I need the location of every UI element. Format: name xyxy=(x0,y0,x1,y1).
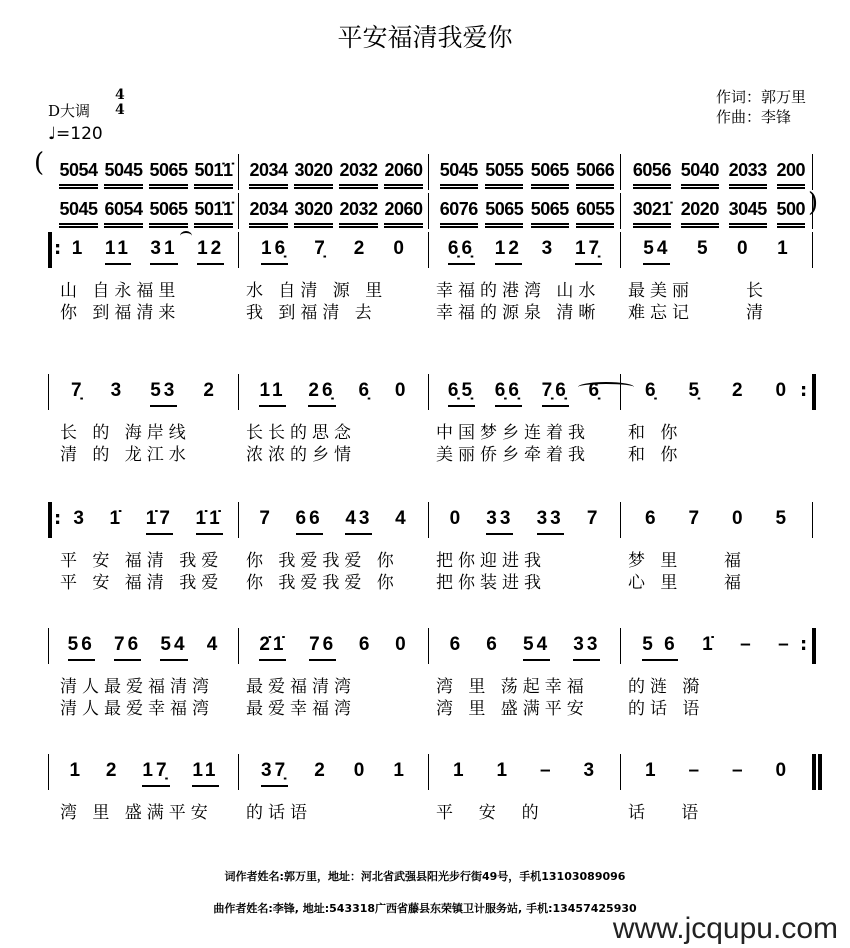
measure xyxy=(58,380,230,408)
note-group: 2 xyxy=(105,760,120,781)
tempo-marking: ♩=120 xyxy=(48,124,103,144)
note-group: 3045 xyxy=(729,199,767,228)
lyric-verse-2: 我 到福清 去 xyxy=(246,303,377,323)
lyric-verse-2: 最爱幸福湾 xyxy=(246,699,356,719)
note-group: 26̣ xyxy=(308,380,335,407)
note-group: 11 xyxy=(259,380,285,407)
measure xyxy=(248,508,420,536)
note-group: – xyxy=(539,760,554,781)
measure xyxy=(436,199,618,227)
note-group: 7̣6̣ xyxy=(542,380,569,407)
song-title: 平安福清我爱你 xyxy=(337,23,513,52)
lyric-verse-1: 中国梦乡连着我 xyxy=(436,423,590,443)
lyric-verse-1: 你 我爱我爱 你 xyxy=(246,551,399,571)
note-group: 31 xyxy=(150,238,177,265)
note-group: 5 xyxy=(775,508,790,529)
repeat-end-sign: : xyxy=(800,634,808,655)
barline xyxy=(48,754,49,790)
lyric-verse-1: 山 自永福里 xyxy=(60,281,181,301)
barline xyxy=(238,374,239,410)
barline xyxy=(238,193,239,229)
barline xyxy=(238,232,239,268)
note-group: 5065 xyxy=(531,160,569,189)
note-group: 54 xyxy=(523,634,550,661)
measure xyxy=(436,160,618,188)
barline xyxy=(428,502,429,538)
note-group: 6̣ xyxy=(588,380,603,401)
note-group: 5066 xyxy=(576,160,614,189)
barline xyxy=(620,502,621,538)
measure xyxy=(246,199,426,227)
measure xyxy=(248,238,420,266)
note-group: 0 xyxy=(394,380,409,401)
measure xyxy=(62,238,234,266)
note-group: 6̣6̣ xyxy=(448,238,475,265)
note-group: 3021̇ xyxy=(633,199,671,228)
measure xyxy=(630,508,804,536)
note-group: 5065 xyxy=(485,199,523,228)
note-group: 0 xyxy=(353,760,368,781)
measure xyxy=(62,508,234,536)
lyric-verse-1: 的话语 xyxy=(246,803,312,823)
note-group: 500 xyxy=(777,199,806,228)
lyric-verse-2: 把你装进我 xyxy=(436,573,546,593)
lyric-verse-1: 长长的思念 xyxy=(246,423,356,443)
barline xyxy=(620,374,621,410)
note-group: 2032 xyxy=(339,160,377,189)
lyric-verse-2: 难忘记 清 xyxy=(628,303,769,323)
note-group: 4 xyxy=(395,508,409,529)
time-signature xyxy=(115,88,125,118)
note-group: 6 xyxy=(358,634,373,655)
notes-row xyxy=(0,160,850,188)
note-group: 1 xyxy=(452,760,467,781)
note-group: 5045 xyxy=(104,160,142,189)
note-group: 6055 xyxy=(576,199,614,228)
note-group: 3 xyxy=(583,760,598,781)
note-group: 1 xyxy=(644,760,659,781)
note-group: 33 xyxy=(486,508,513,535)
barline xyxy=(812,628,816,664)
lyric-verse-2: 幸福的源泉 清晰 xyxy=(436,303,601,323)
lyric-verse-1: 的涟 漪 xyxy=(628,677,705,697)
lyric-verse-1: 话 语 xyxy=(628,803,704,823)
note-group: – xyxy=(778,634,792,655)
note-group: – xyxy=(688,760,703,781)
intro-close-paren: ) xyxy=(808,188,819,218)
notes-row xyxy=(0,634,850,662)
measure xyxy=(56,199,236,227)
barline xyxy=(428,374,429,410)
note-group: 6 xyxy=(486,634,500,655)
composer-contact: 曲作者姓名:李锋, 地址:543318广西省藤县东荣镇卫计服务站, 手机:13457425930 xyxy=(213,902,637,915)
note-group: 16̣ xyxy=(261,238,288,265)
lyric-verse-1: 梦 里 福 xyxy=(628,551,747,571)
lyric-verse-1: 湾 里 荡起幸福 xyxy=(436,677,589,697)
lyric-verse-1: 长 的 海岸线 xyxy=(60,423,191,443)
note-group: 76 xyxy=(114,634,141,661)
note-group: 7 xyxy=(586,508,601,529)
note-group: 1̇1̇ xyxy=(196,508,223,535)
note-group: 0 xyxy=(449,508,464,529)
note-group: – xyxy=(740,634,754,655)
note-group: 53 xyxy=(150,380,177,407)
note-group: 1̇ xyxy=(702,634,716,655)
note-group: 1 xyxy=(71,238,86,259)
lyric-verse-1: 最美丽 长 xyxy=(628,281,769,301)
note-group: 2033 xyxy=(729,160,767,189)
barline xyxy=(238,502,239,538)
note-group: 5065 xyxy=(531,199,569,228)
note-group: 5065 xyxy=(149,199,187,228)
note-group: 6̣ xyxy=(358,380,373,401)
time-bottom: 4 xyxy=(115,102,125,118)
lyric-verse-2: 浓浓的乡情 xyxy=(246,445,356,465)
lyric-verse-2: 和 你 xyxy=(628,445,683,465)
note-group: 2̇1̇ xyxy=(259,634,286,661)
note-group: 7 xyxy=(688,508,703,529)
note-group: 5̣ xyxy=(688,380,703,401)
tie-slur xyxy=(578,382,634,392)
lyric-verse-1: 平 安 福清 我爱 xyxy=(60,551,224,571)
barline xyxy=(812,232,813,268)
barline xyxy=(48,502,52,538)
repeat-start-sign: : xyxy=(54,238,62,259)
measure xyxy=(630,634,804,662)
note-group: 0 xyxy=(731,508,746,529)
note-group: 2 xyxy=(353,238,368,259)
notes-row xyxy=(0,238,850,266)
note-group: 200 xyxy=(777,160,806,189)
note-group: 6054 xyxy=(104,199,142,228)
note-group: 0 xyxy=(395,634,409,655)
measure xyxy=(246,160,426,188)
barline xyxy=(48,232,52,268)
barline xyxy=(812,154,813,190)
lyric-verse-1: 平 安 的 xyxy=(436,803,544,823)
note-group: 17̣ xyxy=(575,238,602,265)
barline xyxy=(620,232,621,268)
note-group: 66 xyxy=(296,508,323,535)
note-group: 5054 xyxy=(59,160,97,189)
measure xyxy=(56,160,236,188)
note-group: 2020 xyxy=(681,199,719,228)
barline xyxy=(620,193,621,229)
measure xyxy=(248,760,420,788)
barline xyxy=(620,628,621,664)
intro-open-paren: ( xyxy=(34,148,45,178)
note-group: 6̣ xyxy=(644,380,659,401)
note-group: 1 xyxy=(777,238,791,259)
barline xyxy=(428,628,429,664)
note-group: 43 xyxy=(345,508,372,535)
note-group: 2060 xyxy=(384,199,422,228)
measure xyxy=(58,634,230,662)
note-group: 5 xyxy=(696,238,711,259)
barline xyxy=(238,154,239,190)
note-group: 0 xyxy=(393,238,407,259)
measure xyxy=(630,238,804,266)
note-group: 5055 xyxy=(485,160,523,189)
lyric-verse-2: 的话 语 xyxy=(628,699,705,719)
notes-row xyxy=(0,380,850,408)
note-group: 56 xyxy=(68,634,95,661)
note-group: 0 xyxy=(775,380,790,401)
note-group: 54 xyxy=(160,634,187,661)
note-group: 2 xyxy=(203,380,217,401)
note-group: 6 xyxy=(449,634,464,655)
measure xyxy=(58,760,230,788)
lyric-verse-1: 湾 里 盛满平安 xyxy=(60,803,213,823)
barline xyxy=(620,154,621,190)
note-group: 76 xyxy=(309,634,336,661)
note-group: 2034 xyxy=(249,199,287,228)
note-group: 5065 xyxy=(149,160,187,189)
note-group: 3 xyxy=(541,238,556,259)
tie-slur xyxy=(180,231,192,241)
note-group: 54 xyxy=(643,238,670,265)
time-top: 4 xyxy=(115,87,125,103)
note-group: 1 xyxy=(69,760,84,781)
lyric-verse-2: 清人最爱幸福湾 xyxy=(60,699,214,719)
notes-row xyxy=(0,199,850,227)
final-barline xyxy=(818,754,822,790)
lyric-verse-1: 水 自清 源 里 xyxy=(246,281,388,301)
note-group: 5045 xyxy=(59,199,97,228)
note-group: 5 6 xyxy=(642,634,677,661)
note-group: 501̇1̇ xyxy=(194,199,232,228)
note-group: 7 xyxy=(259,508,273,529)
measure xyxy=(438,760,612,788)
lyric-verse-2: 美丽侨乡牵着我 xyxy=(436,445,590,465)
lyric-verse-2: 心 里 福 xyxy=(628,573,747,593)
composer-credit: 作曲：李锋 xyxy=(716,108,792,126)
note-group: 1 xyxy=(393,760,407,781)
barline xyxy=(428,154,429,190)
note-group: 17̣ xyxy=(142,760,169,787)
notes-row xyxy=(0,760,850,788)
barline xyxy=(48,374,49,410)
note-group: 5045 xyxy=(440,160,478,189)
note-group: 12 xyxy=(197,238,224,265)
note-group: 2060 xyxy=(384,160,422,189)
note-group: 2 xyxy=(314,760,328,781)
note-group: 6056 xyxy=(633,160,671,189)
note-group: 6 xyxy=(644,508,659,529)
note-group: 2032 xyxy=(339,199,377,228)
measure xyxy=(628,199,810,227)
note-group: 3 xyxy=(110,380,125,401)
lyric-verse-1: 最爱福清湾 xyxy=(246,677,356,697)
barline xyxy=(238,628,239,664)
note-group: 11 xyxy=(192,760,218,787)
lyric-verse-2: 你 到福清来 xyxy=(60,303,181,323)
barline xyxy=(812,374,816,410)
note-group: 0 xyxy=(737,238,751,259)
barline xyxy=(238,754,239,790)
measure xyxy=(438,238,612,266)
lyricist-credit: 作词：郭万里 xyxy=(716,88,807,106)
repeat-end-sign: : xyxy=(800,380,808,401)
measure xyxy=(628,160,810,188)
barline xyxy=(812,502,813,538)
note-group: 6076 xyxy=(440,199,478,228)
note-group: 1̇7 xyxy=(146,508,173,535)
lyric-verse-1: 清人最爱福清湾 xyxy=(60,677,214,697)
note-group: 501̇1̇ xyxy=(194,160,232,189)
note-group: 33 xyxy=(573,634,600,661)
measure xyxy=(438,634,612,662)
lyric-verse-2: 你 我爱我爱 你 xyxy=(246,573,399,593)
lyric-verse-2: 湾 里 盛满平安 xyxy=(436,699,589,719)
note-group: 37̣ xyxy=(261,760,288,787)
note-group: 5040 xyxy=(681,160,719,189)
lyric-verse-2: 平 安 福清 我爱 xyxy=(60,573,224,593)
barline xyxy=(48,628,49,664)
note-group: 2 xyxy=(731,380,746,401)
note-group: 33 xyxy=(537,508,564,535)
measure xyxy=(248,380,420,408)
lyric-verse-2: 清 的 龙江水 xyxy=(60,445,191,465)
note-group: 7̣ xyxy=(71,380,85,401)
notes-row xyxy=(0,508,850,536)
lyric-verse-1: 把你迎进我 xyxy=(436,551,546,571)
note-group: 1̇ xyxy=(109,508,124,529)
barline xyxy=(812,193,813,229)
lyricist-contact: 词作者姓名:郭万里，地址：河北省武强县阳光步行街49号，手机13103089096 xyxy=(224,870,626,883)
note-group: – xyxy=(731,760,746,781)
lyric-verse-1: 和 你 xyxy=(628,423,683,443)
repeat-start-sign: : xyxy=(54,508,62,529)
note-group: 7̣ xyxy=(314,238,328,259)
barline xyxy=(428,193,429,229)
measure xyxy=(248,634,420,662)
measure xyxy=(630,760,804,788)
note-group: 11 xyxy=(105,238,131,265)
note-group: 3020 xyxy=(294,160,332,189)
note-group: 3020 xyxy=(294,199,332,228)
barline xyxy=(428,232,429,268)
key-signature: D大调 xyxy=(48,102,91,120)
note-group: 12 xyxy=(495,238,522,265)
note-group: 3 xyxy=(73,508,87,529)
barline xyxy=(812,754,816,790)
note-group: 6̣5̣ xyxy=(448,380,475,407)
lyric-verse-1: 幸福的港湾 山水 xyxy=(436,281,601,301)
note-group: 0 xyxy=(775,760,790,781)
note-group: 2034 xyxy=(249,160,287,189)
measure xyxy=(630,380,804,408)
note-group: 6̣6̣ xyxy=(495,380,522,407)
barline xyxy=(620,754,621,790)
watermark: www.jcqupu.com xyxy=(612,912,838,945)
note-group: 1 xyxy=(496,760,511,781)
note-group: 4 xyxy=(206,634,221,655)
barline xyxy=(428,754,429,790)
measure xyxy=(438,508,612,536)
